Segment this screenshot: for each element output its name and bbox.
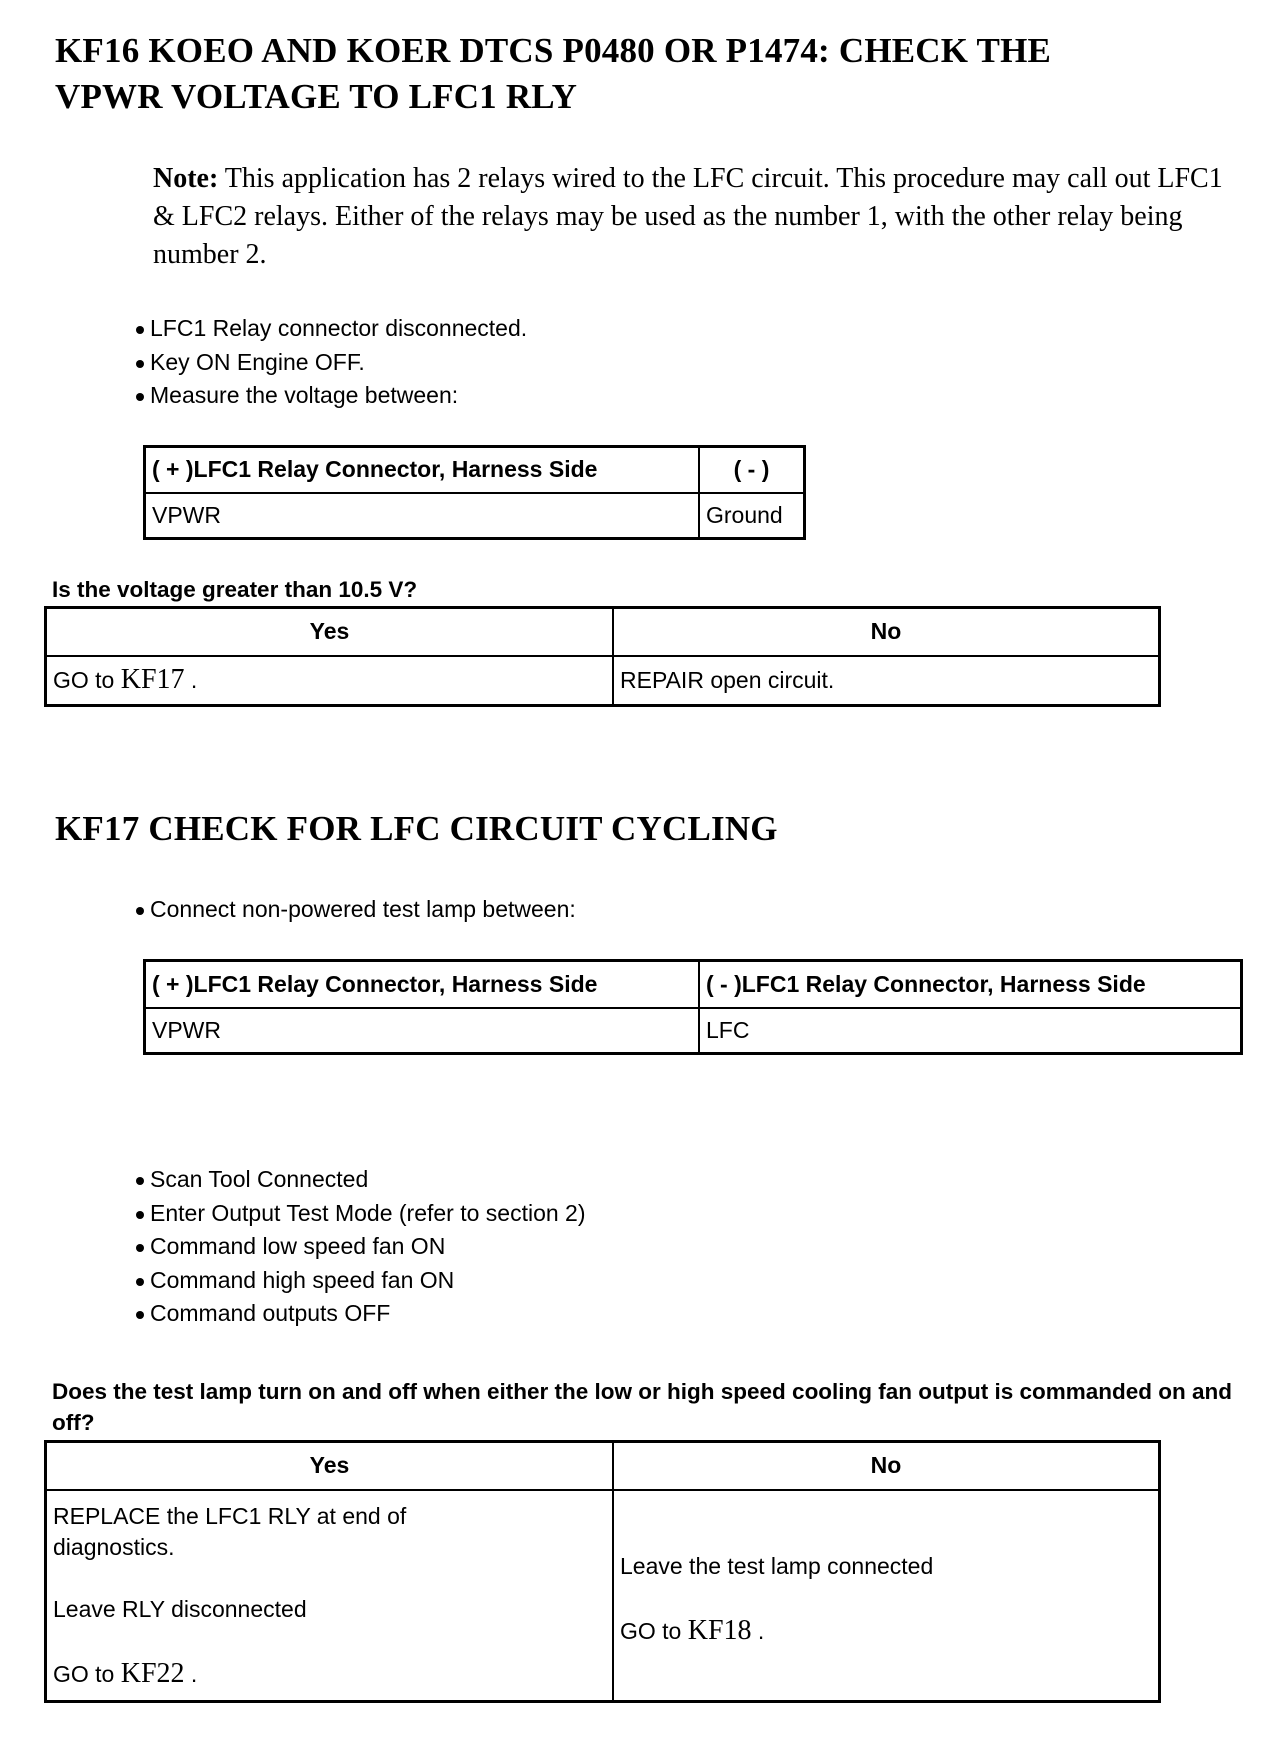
table-header-row xyxy=(46,608,1160,656)
table-row xyxy=(46,656,1160,706)
yes-header: Yes xyxy=(46,608,614,656)
bullet-icon xyxy=(136,360,144,368)
table-header-cell: ( + )LFC1 Relay Connector, Harness Side xyxy=(145,961,700,1008)
bullet-icon xyxy=(136,326,144,334)
bullet-icon xyxy=(136,1244,144,1252)
yes-line-1: REPLACE the LFC1 RLY at end of diagnostics. xyxy=(53,1502,407,1560)
kf16-question: Is the voltage greater than 10.5 V? xyxy=(52,577,418,602)
table-row xyxy=(145,1008,1242,1054)
table-cell: VPWR xyxy=(145,493,700,539)
yes-header: Yes xyxy=(46,1442,614,1490)
table-cell: LFC xyxy=(699,1008,1242,1054)
no-cell xyxy=(613,1490,1160,1702)
bullet-icon xyxy=(136,1278,144,1286)
goto-kf17-link[interactable]: KF17 xyxy=(120,664,185,696)
list-item: Scan Tool Connected xyxy=(134,1163,586,1197)
kf17-question: Does the test lamp turn on and off when either the low or high speed cooling fan output is commanded on and off? xyxy=(52,1379,1233,1435)
list-item: Command outputs OFF xyxy=(134,1297,586,1331)
yes-line-2: Leave RLY disconnected xyxy=(53,1595,307,1622)
no-header: No xyxy=(613,1442,1160,1490)
no-cell: REPAIR open circuit. xyxy=(613,656,1160,706)
table-cell: VPWR xyxy=(145,1008,700,1054)
table-header-cell: ( - ) xyxy=(699,447,805,493)
note-paragraph xyxy=(153,160,1238,274)
title-line-2: VPWR VOLTAGE TO LFC1 RLY xyxy=(55,77,578,116)
section-kf16-title xyxy=(55,28,1051,120)
goto-kf22-link[interactable]: KF22 xyxy=(120,1657,185,1689)
list-item: Command high speed fan ON xyxy=(134,1264,586,1298)
measure-table xyxy=(143,445,806,540)
list-item: Connect non-powered test lamp between: xyxy=(134,893,576,927)
no-header: No xyxy=(613,608,1160,656)
bullet-icon xyxy=(136,1177,144,1185)
bullet-icon xyxy=(136,1211,144,1219)
table-row xyxy=(46,1490,1160,1702)
title-line-1: KF16 KOEO AND KOER DTCS P0480 OR P1474: CHECK THE xyxy=(55,31,1052,70)
kf17-decision-table xyxy=(44,1440,1161,1703)
table-header-cell: ( + )LFC1 Relay Connector, Harness Side xyxy=(145,447,700,493)
list-item: Command low speed fan ON xyxy=(134,1230,586,1264)
bullet-icon xyxy=(136,393,144,401)
yes-goto: GO to KF22 . xyxy=(53,1657,198,1689)
list-item: LFC1 Relay connector disconnected. xyxy=(134,312,527,346)
table-header-row xyxy=(46,1442,1160,1490)
no-goto: GO to KF18 . xyxy=(620,1614,765,1646)
table-cell: Ground xyxy=(699,493,805,539)
table-header-row xyxy=(145,447,805,493)
yes-cell xyxy=(46,1490,614,1702)
bullet-icon xyxy=(136,1311,144,1319)
note-label: Note: xyxy=(153,163,219,194)
list-item: Measure the voltage between: xyxy=(134,379,527,413)
table-header-row xyxy=(145,961,1242,1008)
kf17-bullet-list-1 xyxy=(134,893,576,927)
table-row xyxy=(145,493,805,539)
goto-kf18-link[interactable]: KF18 xyxy=(687,1614,752,1646)
lamp-table xyxy=(143,959,1243,1055)
section-kf17-title: KF17 CHECK FOR LFC CIRCUIT CYCLING xyxy=(55,809,778,848)
table-header-cell: ( - )LFC1 Relay Connector, Harness Side xyxy=(699,961,1242,1008)
kf16-bullet-list xyxy=(134,312,527,413)
yes-cell: GO to KF17 . xyxy=(46,656,614,706)
kf16-decision-table xyxy=(44,606,1161,707)
kf17-bullet-list-2 xyxy=(134,1163,586,1331)
note-text: This application has 2 relays wired to the LFC circuit. This procedure may call out LFC1 & LFC2 relays. Either of the relays may be used as the number 1, with the other relay being number 2. xyxy=(153,163,1223,270)
no-line-1: Leave the test lamp connected xyxy=(620,1552,934,1579)
list-item: Enter Output Test Mode (refer to section 2) xyxy=(134,1197,586,1231)
bullet-icon xyxy=(136,907,144,915)
list-item: Key ON Engine OFF. xyxy=(134,346,527,380)
